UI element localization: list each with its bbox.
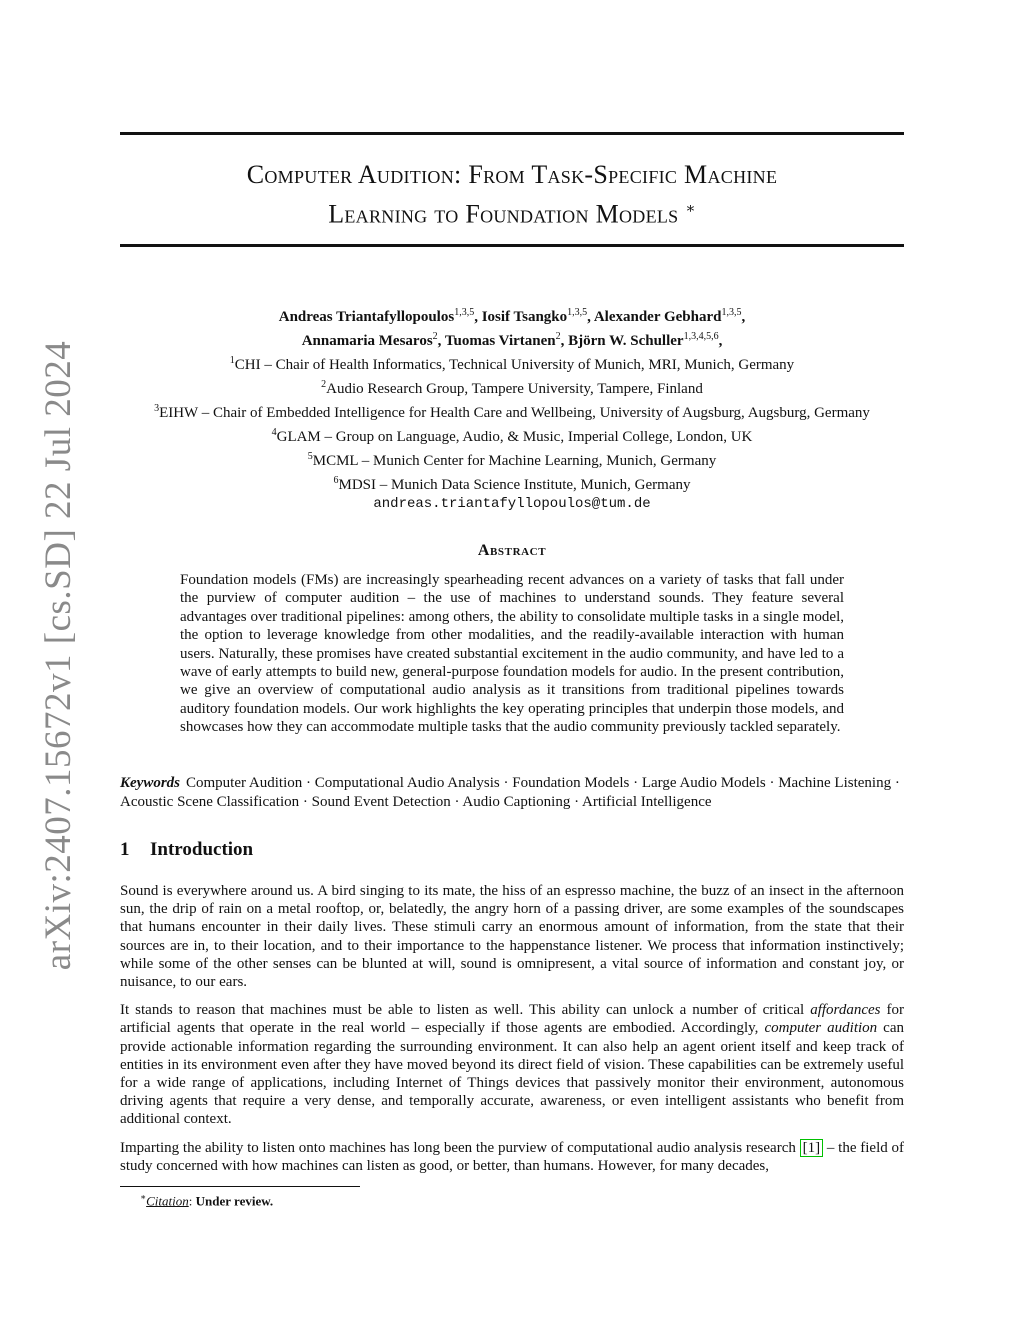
emphasis-affordances: affordances <box>810 1002 881 1019</box>
affiliation-number: 5 <box>307 451 313 462</box>
paragraph-3-text: – the field of study concerned with how machines can listen as good, or better, than humans. However, for many decades, <box>120 1139 905 1174</box>
footnote-rule <box>120 1186 360 1187</box>
affiliation-2 <box>80 375 944 399</box>
affiliation-number: 2 <box>321 379 327 390</box>
affiliation-text: GLAM – Group on Language, Audio, & Music, Imperial College, London, UK <box>276 429 753 445</box>
footnote-label: Citation <box>146 1193 189 1209</box>
footnote-value: Under review. <box>195 1193 274 1209</box>
author-affiliation: 1,3,5 <box>721 307 742 318</box>
affiliation-5 <box>80 447 944 471</box>
author-name: Alexander Gebhard <box>593 309 722 325</box>
author-names-line-1 <box>80 303 944 327</box>
paragraph-2-text: for artificial agents that operate in the real world – especially if those agents are embodied. Accordingly, <box>120 1002 904 1037</box>
paragraph-2 <box>120 1001 904 1128</box>
affiliation-number: 1 <box>229 355 235 366</box>
affiliation-text: Audio Research Group, Tampere University, Tampere, Finland <box>326 381 703 397</box>
paragraph-2-text: It stands to reason that machines must be able to listen as well. This ability can unlock a number of critical <box>120 1002 811 1019</box>
footnote-marker: ∗ <box>140 1192 147 1202</box>
title-line-2-text: Learning to Foundation Models <box>328 199 679 229</box>
author-names-line-2 <box>80 327 944 351</box>
introduction-body <box>120 882 904 1185</box>
author-separator: , <box>587 309 594 325</box>
section-number: 1 <box>120 839 130 860</box>
title-footnote-marker: ∗ <box>685 201 696 217</box>
affiliation-text: EIHW – Chair of Embedded Intelligence for Health Care and Wellbeing, University of Augsburg, Augsburg, Germany <box>159 405 870 421</box>
author-affiliation: 1,3,5 <box>454 307 475 318</box>
author-affiliation: 1,3,4,5,6 <box>683 331 719 342</box>
author-block <box>80 303 944 514</box>
author-separator: , <box>437 333 445 349</box>
author-name: Björn W. Schuller <box>568 333 684 349</box>
author-affiliation: 2 <box>432 331 438 342</box>
paragraph-3 <box>120 1139 904 1175</box>
author-name: Iosif Tsangko <box>481 309 568 325</box>
author-separator: , <box>741 309 746 325</box>
affiliation-number: 3 <box>154 403 160 414</box>
affiliation-1 <box>80 351 944 375</box>
author-separator: , <box>560 333 569 349</box>
author-separator: , <box>718 333 723 349</box>
keywords-block <box>120 774 904 812</box>
abstract-heading: Abstract <box>477 542 547 559</box>
abstract-text: Foundation models (FMs) are increasingly spearheading recent advances on a variety of tasks that fall under the purview of computer audition – the use of machines to understand sounds. They feature several advantages over traditional pipelines: among others, the ability to consolidate multiple tasks in a single model, the option to leverage knowledge from other modalities, and the readily-available interaction with human users. Naturally, these promises have created substantial excitement in the audio community, and have led to a wave of early attempts to build new, general-purpose foundation models for audio. In the present contribution, we give an overview of computational audio analysis as it transitions from traditional pipelines towards auditory foundation models. Our work highlights the key operating principles that underpin those models, and showcases how they can accommodate multiple tasks that the audio community previously tackled separately. <box>180 572 844 736</box>
author-email[interactable]: andreas.triantafyllopoulos@tum.de <box>373 496 651 512</box>
author-affiliation: 2 <box>555 331 561 342</box>
author-affiliation: 1,3,5 <box>567 307 588 318</box>
paragraph-1: Sound is everywhere around us. A bird singing to its mate, the hiss of an espresso machine, the buzz of an insect in the afternoon sun, the drip of rain on a metal rooftop, or, belatedly, the angry horn of a passing driver, are some examples of the soundscapes that humans encounter in their daily lives. These stimuli carry an enormous amount of information, from the state that their sources are in, to their location, and to their importance to the happenstance listener. We process that information instinctively; while some of the other senses can be blunted at will, sound is omnipresent, a vital source of information and constant joy, or nuisance, to our ears. <box>120 883 904 991</box>
title-top-rule <box>120 132 904 135</box>
author-separator: , <box>474 309 482 325</box>
affiliation-number: 4 <box>271 427 277 438</box>
affiliation-text: MDSI – Munich Data Science Institute, Munich, Germany <box>338 477 691 493</box>
affiliation-text: CHI – Chair of Health Informatics, Technical University of Munich, MRI, Munich, Germany <box>234 357 795 373</box>
affiliation-number: 6 <box>333 475 339 486</box>
affiliation-text: MCML – Munich Center for Machine Learning, Munich, Germany <box>312 453 717 469</box>
title-line-1: Computer Audition: From Task-Specific Machine <box>246 160 778 189</box>
affiliation-4 <box>80 423 944 447</box>
section-heading-introduction <box>120 839 253 861</box>
title-bottom-rule <box>120 244 904 247</box>
citation-link[interactable]: [1] <box>800 1139 824 1157</box>
arxiv-id-text: arXiv:2407.15672v1 [cs.SD] 22 Jul 2024 <box>38 340 80 970</box>
emphasis-computer-audition: computer audition <box>764 1020 878 1037</box>
paragraph-3-text: Imparting the ability to listen onto machines has long been the purview of computational audio analysis research <box>120 1139 800 1156</box>
author-name: Annamaria Mesaros <box>301 333 433 349</box>
paragraph-2-text: can provide actionable information regarding the surrounding environment. It can also help an agent orient itself and keep track of entities in its environment even after they have moved beyond its direct field of vision. These capabilities can be extremely useful for a wide range of applications, including Internet of Things devices that passively monitor their environment, autonomous driving agents that require a very dense, and temporally accurate, awareness, or even intelligent assistants who benefit from additional context. <box>120 1020 905 1128</box>
affiliation-3 <box>80 399 944 423</box>
author-name: Tuomas Virtanen <box>444 333 556 349</box>
footnote: ∗Citation: Under review. <box>140 1192 274 1209</box>
paper-title <box>120 158 904 232</box>
section-title: Introduction <box>150 839 254 860</box>
affiliation-6 <box>80 471 944 495</box>
keywords-text: Computer Audition · Computational Audio Analysis · Foundation Models · Large Audio Models · Machine Listening · Acoustic Scene Classification · Sound Event Detection · Audio Captioning · Artificial Intelligence <box>120 775 900 810</box>
author-name: Andreas Triantafyllopoulos <box>278 309 455 325</box>
keywords-label: Keywords <box>120 775 180 791</box>
title-line-2 <box>120 192 904 232</box>
